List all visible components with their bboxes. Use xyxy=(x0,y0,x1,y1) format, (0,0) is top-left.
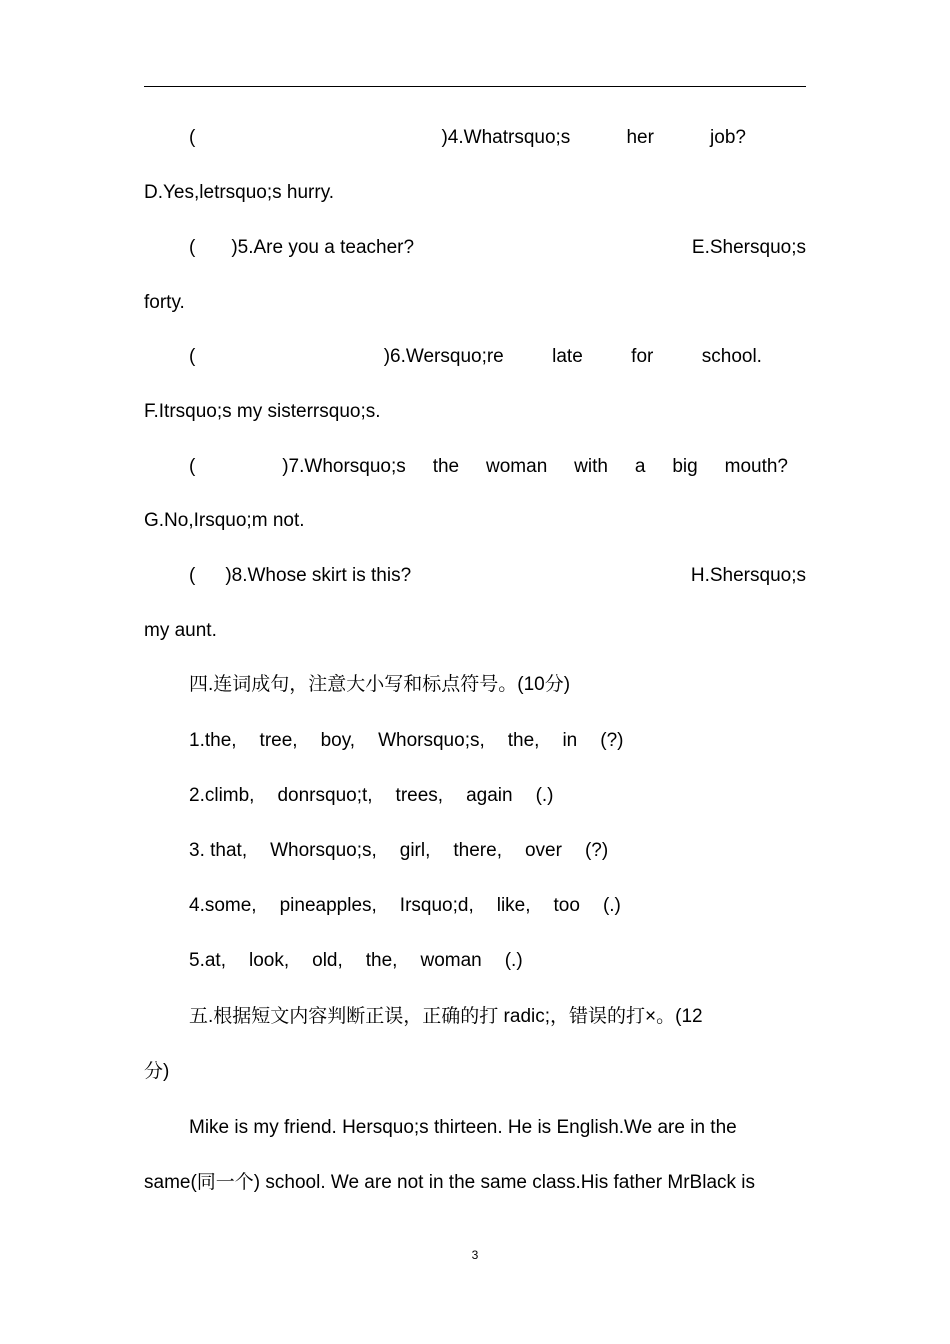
word-order-item-5: 5.at, look, old, the, woman (.) xyxy=(189,950,523,971)
word-order-item-1: 1.the, tree, boy, Whorsquo;s, the, in (?) xyxy=(189,730,624,751)
section5-heading: 五.根据短文内容判断正误，正确的打 radic;，错误的打×。(12 xyxy=(189,1006,703,1027)
section4-heading: 四.连词成句，注意大小写和标点符号。(10分) xyxy=(189,674,571,695)
passage-line-2: same(同一个) school. We are not in the same class.His father MrBlack is xyxy=(144,1172,756,1193)
matching-item-5: ( )5.Are you a teacher? E.Shersquo;s xyxy=(189,237,806,258)
matching-item-8: ( )8.Whose skirt is this? H.Shersquo;s xyxy=(189,565,806,586)
matching-item-6: ( )6.Wersquo;re late for school. xyxy=(189,346,762,367)
matching-option-d: D.Yes,letrsquo;s hurry. xyxy=(144,182,335,203)
matching-option-e-cont: forty. xyxy=(144,292,185,313)
header-rule xyxy=(144,86,806,87)
word-order-item-4: 4.some, pineapples, Irsquo;d, like, too (.) xyxy=(189,895,621,916)
matching-item-4: ( )4.Whatrsquo;s her job? xyxy=(189,127,746,148)
page-number: 3 xyxy=(471,1248,479,1262)
matching-item-7: ( )7.Whorsquo;s the woman with a big mouth? xyxy=(189,456,788,477)
matching-option-h-cont: my aunt. xyxy=(144,620,217,641)
word-order-item-2: 2.climb, donrsquo;t, trees, again (.) xyxy=(189,785,554,806)
matching-option-g: G.No,Irsquo;m not. xyxy=(144,510,305,531)
section5-heading-cont: 分) xyxy=(144,1061,170,1082)
word-order-item-3: 3. that, Whorsquo;s, girl, there, over (?) xyxy=(189,840,609,861)
passage-line-1: Mike is my friend. Hersquo;s thirteen. He is English.We are in the xyxy=(189,1117,737,1138)
matching-option-f: F.Itrsquo;s my sisterrsquo;s. xyxy=(144,401,381,422)
